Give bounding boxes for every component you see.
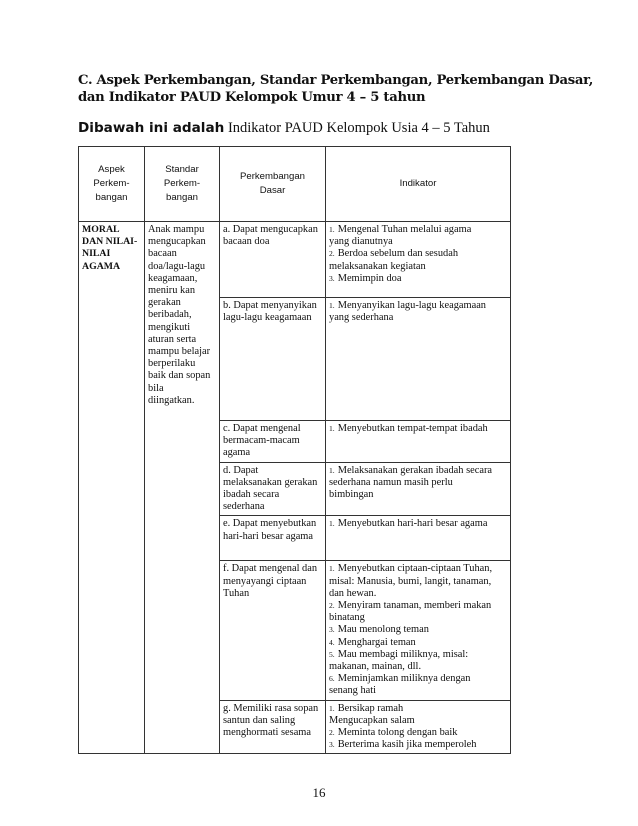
indikator-text: makanan, mainan, dll. — [329, 661, 422, 673]
standar-line: mengikuti — [148, 321, 191, 333]
indikator-item — [329, 715, 507, 727]
indikator-number: 1. — [329, 301, 335, 310]
dasar-line: Tuhan — [223, 587, 250, 599]
indikator-cell — [326, 462, 511, 516]
dasar-line: agama — [223, 447, 251, 459]
indikator-item — [329, 727, 507, 739]
dasar-line: bacaan doa — [223, 236, 270, 248]
indikator-text: Menghargai teman — [337, 636, 416, 648]
indikator-number: 2. — [329, 249, 335, 259]
indikator-number: 1. — [329, 564, 335, 574]
indikator-item — [329, 300, 507, 312]
header-aspek: Aspek Perkem- bangan — [79, 147, 145, 222]
indikator-text: senang hati — [329, 685, 377, 697]
dasar-line: g. Memiliki rasa sopan — [223, 702, 319, 714]
indikator-number: 6. — [329, 674, 335, 684]
header-dasar: Perkembangan Dasar — [220, 147, 326, 222]
indikator-item — [329, 248, 507, 260]
indikator-number: 3. — [329, 740, 335, 750]
indikator-item — [329, 588, 507, 600]
dasar-line: melaksanakan gerakan — [223, 476, 318, 488]
indikator-text: Meminjamkan miliknya dengan — [337, 673, 471, 685]
indikator-cell — [326, 298, 511, 421]
indikator-cell — [326, 561, 511, 700]
standar-line: baik dan sopan — [148, 370, 211, 382]
indikator-item — [329, 685, 507, 697]
dasar-cell — [220, 561, 326, 700]
dasar-line: bermacam-macam — [223, 435, 300, 447]
indikator-item — [329, 465, 507, 477]
indikator-item — [329, 563, 507, 575]
dasar-cell — [220, 700, 326, 754]
header-indikator: Indikator — [326, 147, 511, 222]
aspek-line: MORAL — [82, 224, 120, 235]
standar-line: bacaan — [148, 248, 177, 260]
indikator-text: Bersikap ramah — [337, 702, 404, 714]
indikator-cell — [326, 700, 511, 754]
dasar-line: ibadah secara — [223, 489, 280, 501]
indikator-text: dan hewan. — [329, 587, 377, 599]
indikator-cell — [326, 421, 511, 463]
table-header-row — [79, 147, 511, 222]
indikator-number: 3. — [329, 625, 335, 635]
dasar-line: lagu-lagu keagamaan — [223, 312, 312, 324]
indikator-text: melaksanakan kegiatan — [329, 260, 426, 272]
dasar-line: menghormati sesama — [223, 727, 312, 739]
dasar-line: f. Dapat mengenal dan — [223, 563, 318, 575]
section-heading-line-1: C. Aspek Perkembangan, Standar Perkembangan, Perkembangan Dasar, — [78, 73, 594, 88]
indikator-number: 1. — [329, 465, 335, 475]
indikator-text: Menyebutkan tempat-tempat ibadah — [337, 423, 488, 434]
indikator-item — [329, 261, 507, 273]
indikator-item — [329, 273, 507, 285]
indikator-number: 5. — [329, 649, 335, 659]
indikator-item — [329, 224, 507, 236]
dasar-line: a. Dapat mengucapkan — [223, 224, 318, 235]
indikator-item — [329, 423, 507, 435]
indikator-text: Menyanyikan lagu-lagu keagamaan — [337, 300, 486, 311]
indikator-text: Berdoa sebelum dan sesudah — [337, 248, 459, 260]
indikator-item — [329, 637, 507, 649]
standar-cell — [145, 222, 220, 754]
indikator-item — [329, 612, 507, 624]
indikator-number: 1. — [329, 225, 335, 234]
indikator-item — [329, 236, 507, 248]
aspek-line: AGAMA — [82, 260, 121, 272]
indikator-number: 1. — [329, 703, 335, 713]
section-heading-line-2: dan Indikator PAUD Kelompok Umur 4 – 5 tahun — [78, 90, 426, 105]
dasar-cell — [220, 222, 326, 298]
dasar-cell — [220, 421, 326, 463]
standar-line: mampu belajar — [148, 346, 211, 358]
table-body — [79, 222, 511, 754]
standar-line: mengucapkan — [148, 236, 206, 248]
indikator-item — [329, 649, 507, 661]
indikator-text: Mengenal Tuhan melalui agama — [337, 224, 472, 235]
indikator-item — [329, 477, 507, 489]
dasar-cell — [220, 298, 326, 421]
standar-line: keagamaan, — [148, 272, 198, 284]
indikator-text: yang dianutnya — [329, 236, 393, 248]
header-standar: Standar Perkem- bangan — [145, 147, 220, 222]
indikator-text: bimbingan — [329, 489, 374, 501]
standar-line: beribadah, — [148, 309, 192, 321]
indikator-number: 2. — [329, 601, 335, 611]
indikator-item — [329, 600, 507, 612]
page-number: 16 — [312, 785, 326, 800]
dasar-line: c. Dapat mengenal — [223, 423, 301, 434]
indikator-text: Mau menolong teman — [337, 624, 429, 636]
standar-line: bila — [148, 382, 164, 394]
indikator-text: Memimpin doa — [337, 272, 402, 284]
dasar-cell — [220, 462, 326, 516]
indikator-text: Mengucapkan salam — [329, 714, 415, 726]
indikator-text: sederhana namun masih perlu — [329, 476, 453, 488]
table-row — [79, 222, 511, 298]
dasar-line: b. Dapat menyanyikan — [223, 300, 317, 311]
standar-line: berperilaku — [148, 358, 196, 370]
indikator-text: Menyebutkan ciptaan-ciptaan Tuhan, — [337, 563, 493, 575]
indikator-item — [329, 312, 507, 324]
indikator-number: 4. — [329, 637, 335, 647]
indikator-text: Menyebutkan hari-hari besar agama — [337, 518, 488, 530]
indikator-item — [329, 673, 507, 685]
dasar-line: sederhana — [223, 501, 265, 513]
indikator-cell — [326, 516, 511, 561]
indikator-text: Berterima kasih jika memperoleh — [337, 739, 477, 751]
indikator-number: 3. — [329, 273, 335, 283]
dasar-line: menyayangi ciptaan — [223, 575, 307, 587]
standar-line: meniru kan — [148, 285, 196, 297]
dasar-line: santun dan saling — [223, 714, 296, 726]
aspek-cell — [79, 222, 145, 754]
aspek-line: DAN NILAI- — [82, 236, 138, 248]
indikator-text: Meminta tolong dengan baik — [337, 727, 458, 739]
dasar-line: e. Dapat menyebutkan — [223, 518, 317, 530]
standar-line: gerakan — [148, 297, 181, 309]
indikator-text: Menyiram tanaman, memberi makan — [337, 600, 492, 612]
indikator-item — [329, 576, 507, 588]
indikator-item — [329, 703, 507, 715]
indikator-number: 1. — [329, 519, 335, 529]
dasar-line: hari-hari besar agama — [223, 530, 313, 542]
indikator-number: 1. — [329, 424, 335, 433]
dasar-cell — [220, 516, 326, 561]
indikator-text: binatang — [329, 612, 365, 624]
indikator-text: Mau membagi miliknya, misal: — [337, 648, 469, 660]
indikator-item — [329, 518, 507, 530]
indikator-text: misal: Manusia, bumi, langit, tanaman, — [329, 575, 492, 587]
intro-text — [78, 120, 490, 137]
indikator-text: yang sederhana — [329, 312, 394, 324]
dasar-line: d. Dapat — [223, 464, 259, 476]
section-heading — [78, 72, 594, 106]
intro-bold: Dibawah ini adalah — [78, 120, 225, 136]
standar-line: Anak mampu — [148, 224, 205, 235]
indikator-item — [329, 739, 507, 751]
indicator-table — [78, 146, 511, 754]
standar-line: doa/lagu-lagu — [148, 260, 206, 272]
indikator-item — [329, 624, 507, 636]
intro-rest: Indikator PAUD Kelompok Usia 4 – 5 Tahun — [224, 120, 490, 136]
aspek-line: NILAI — [82, 248, 111, 260]
indikator-text: Melaksanakan gerakan ibadah secara — [337, 464, 493, 476]
standar-line: aturan serta — [148, 333, 197, 345]
indikator-item — [329, 489, 507, 501]
indikator-number: 2. — [329, 728, 335, 738]
indikator-item — [329, 661, 507, 673]
standar-line: diingatkan. — [148, 394, 195, 406]
indikator-cell — [326, 222, 511, 298]
